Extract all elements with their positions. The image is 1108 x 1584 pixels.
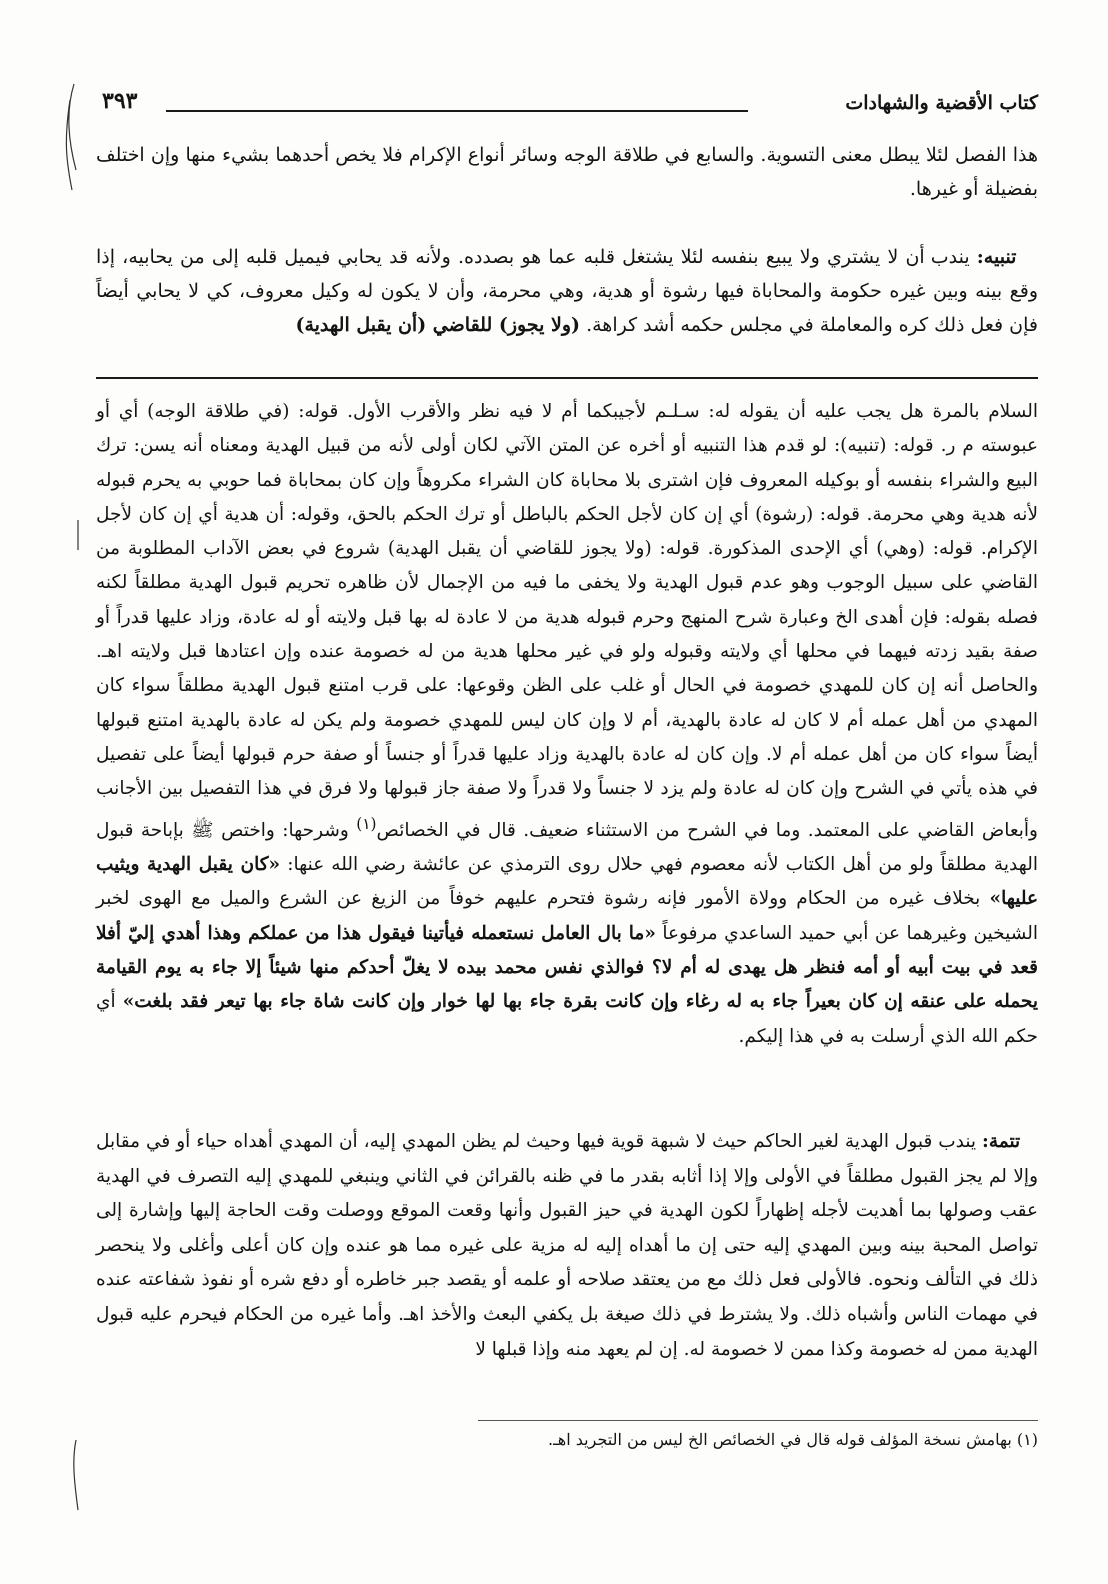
- tatimma-paragraph: [96, 1125, 1038, 1367]
- main-text-upper: [96, 138, 1038, 206]
- tatimma-text: يندب قبول الهدية لغير الحاكم حيث لا شبهة قوية فيها وحيث لم يظن المهدي إليه، أن المهدي أهداه حياء أو في مقابل وإلا لم يجز القبول مطلقاً في الأولى وإلا إذا أثابه بقدر ما في ظنه بالقرائن في الثاني وينبغي للمهدي إليه التصرف في الهدية عقب وصولها بما أهديت لأجله إظهاراً لكون الهدية في حيز القبول وأنها وقعت الموقع ووصلت وقت الحاجة إليها وإشارة إلى تواصل المحبة بينه وبين المهدي إليه حتى إن ما أهداه إليه له مزية على غيره مما هو عنده وإن كان أعلى وأغلى ولا ينحصر ذلك في التألف ونحوه. فالأولى فعل ذلك مع من يعتقد صلاحه أو علمه أو يقصد جبر خاطره أو دفع شره أو نفوذ شفاعته عنده في مهمات الناس وأشباه ذلك. ولا يشترط في ذلك صيغة بل يكفي البعث والأخذ اهـ. وأما غيره من الحكام فيحرم عليه قبول الهدية ممن له خصومة وكذا ممن لا خصومة له. إن لم يعهد منه وإذا قبلها لا: [96, 1131, 1038, 1360]
- commentary-paragraph: [96, 395, 1038, 1054]
- commentary-text: السلام بالمرة هل يجب عليه أن يقوله له: سـلـم لأجيبكما أم لا فيه نظر والأقرب الأول. قوله: (في طلاقة الوجه) أي أو عبوسته م ر. قوله: (تنبيه): لو قدم هذا التنبيه أو أخره عن المتن الآتي لكان أولى لأنه من قبيل الهدية ومعناه أنه يسن: ترك البيع والشراء بنفسه أو بوكيله المعروف فإن اشترى بلا محاباة كان الشراء مكروهاً وإن كان بمحاباة فما حوبي به يحرم قبوله لأنه هدية وهي محرمة. قوله: (رشوة) أي إن كان لأجل الحكم بالباطل أو ترك الحكم بالحق، وقوله: أن هدية أي إن كان لأجل الإكرام. قوله: (وهي) أي الإحدى المذكورة. قوله: (ولا يجوز للقاضي أن يقبل الهدية) شروع في بعض الآداب المطلوبة من القاضي على سبيل الوجوب وهو عدم قبول الهدية ولا يخفى ما فيه من الإجمال لأن ظاهره تحريم قبول الهدية مطلقاً لكنه فصله بقوله: فإن أهدى الخ وعبارة شرح المنهج وحرم قبوله هدية من لا عادة له بها قبل ولايته أو له عادة، وزاد عليها قدراً أو صفة بقيد زدته فيهما في محلها أي ولايته وقبوله ولو في غير محلها هدية من له خصومة عنده وإن اعتادها قبل ولايته اهـ. والحاصل أنه إن كان للمهدي خصومة في الحال أو غلب على الظن وقوعها: على قرب امتنع قبول الهدية مطلقاً سواء كان المهدي من أهل عمله أم لا كان له عادة بالهدية، أم لا وإن كان ليس للمهدي خصومة ولم يكن له عادة بالهدية امتنع قبولها أيضاً سواء كان من أهل عمله أم لا. وإن كان له عادة بالهدية وزاد عليها قدراً أو جنساً أو صفة حرم قبولها أيضاً على تفصيل في هذه يأتي في الشرح وإن كان له عادة ولم يزد لا جنساً ولا قدراً ولا صفة جاز قبولها ولا فرق في هذا التفصيل بين الأجانب وأبعاض القاضي على المعتمد. وما في الشرح من الاستثناء ضعيف. قال في الخصائص: [96, 401, 1038, 841]
- header-title: كتاب الأقضية والشهادات: [845, 92, 1038, 114]
- running-header: [96, 88, 1038, 124]
- main-paragraph-2: [96, 240, 1038, 342]
- footnote-ref: (١): [356, 814, 377, 833]
- tanbih-label: تنبيه:: [976, 246, 1017, 268]
- footnote-separator: [478, 1420, 1038, 1421]
- tatimma-label: تتمة:: [982, 1131, 1021, 1152]
- commentary-text-2: وشرحها: واختص ﷺ بإباحة قبول الهدية مطلقاً ولو من أهل الكتاب لأنه معصوم فهي حلال روى الترمذي عن عائشة رضي الله عنها:: [96, 819, 1038, 876]
- commentary-text-4: أي حكم الله الذي أرسلت به في هذا إليكم.: [96, 991, 1038, 1047]
- hadith-quote-1: «كان يقبل الهدية ويثيب عليها»: [96, 854, 1038, 910]
- commentary-separator: [96, 377, 1038, 379]
- hadith-quote-2: «ما بال العامل نستعمله فيأتينا فيقول هذا من عملكم وهذا أهدي إليّ أفلا قعد في بيت أبيه أو أمه فنظر هل يهدى له أم لا؟ فوالذي نفس محمد بيده لا يغلّ أحدكم منها شيئاً إلا جاء به يوم القيامة يحمله على عنقه إن كان بعيراً جاء به له رغاء وإن كانت بقرة جاء بها لها خوار وإن كانت شاة جاء بها تيعر فقد بلغت»: [96, 922, 1038, 1013]
- page-number: ٣٩٣: [102, 88, 138, 114]
- footnote: [138, 1428, 1038, 1452]
- tatimma-block: [96, 1125, 1038, 1367]
- matn-bold-phrase: (ولا يجوز) للقاضي (أن يقبل الهدية): [295, 314, 581, 336]
- main-paragraph-1: هذا الفصل لئلا يبطل معنى التسوية. والسابع في طلاقة الوجه وسائر أنواع الإكرام فلا يخص أحدهما بشيء منها وإن اختلف بفضيلة أو غيرها.: [96, 144, 1038, 200]
- commentary-block: [96, 395, 1038, 1054]
- footnote-number: (١): [1016, 1430, 1038, 1449]
- commentary-text-3: بخلاف غيره من الحكام وولاة الأمور فإنه رشوة فتحرم عليهم خوفاً من الزيغ عن الشرع والميل مع الهوى لخبر الشيخين وغيرهما عن أبي حميد الساعدي مرفوعاً: [96, 888, 1038, 944]
- header-rule: [166, 110, 748, 112]
- footnote-text: بهامش نسخة المؤلف قوله قال في الخصائص الخ ليس من التجريد اهـ.: [548, 1430, 1012, 1449]
- tanbih-text: يندب أن لا يشتري ولا يبيع بنفسه لئلا يشتغل قلبه عما هو بصدده. ولأنه قد يحابي فيميل قلبه إلى من يحابيه، إذا وقع بينه وبين غيره حكومة والمحاباة فيها رشوة أو هدية، وهي محرمة، وأن لا يكون له وكيل معروف، كي لا يحابي أيضاً فإن فعل ذلك كره والمعاملة في مجلس حكمه أشد كراهة.: [96, 246, 1038, 336]
- binding-margin-marks: [60, 80, 86, 1520]
- main-text-tanbih: [96, 240, 1038, 342]
